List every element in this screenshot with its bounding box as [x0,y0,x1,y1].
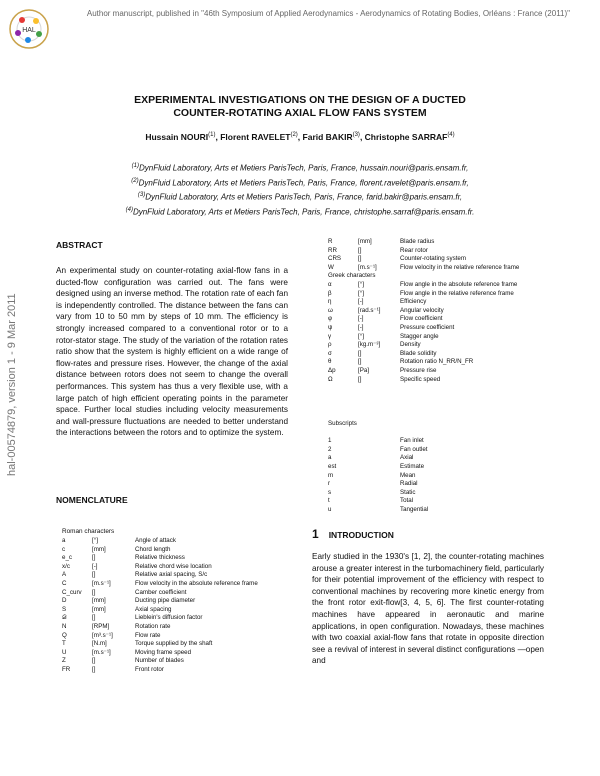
title-line-1: EXPERIMENTAL INVESTIGATIONS ON THE DESIGN OF A DUCTED [134,94,466,106]
spacer-cell [328,429,428,438]
nomenclature-symbol: W [328,263,334,271]
nomenclature-row [328,358,519,367]
nomenclature-unit: [] [92,614,96,622]
affiliation-line [60,189,540,204]
nomenclature-description: Number of blades [135,657,184,665]
nomenclature-unit: [°] [358,280,364,288]
nomenclature-symbol: 2 [328,445,332,453]
nomenclature-unit: [Pa] [358,366,370,374]
nomenclature-symbol: D [62,597,67,605]
nomenclature-row [62,623,258,632]
nomenclature-description: Axial [400,454,414,462]
nomenclature-symbol: m [328,471,334,479]
nomenclature-description: Angle of attack [135,537,176,544]
nomenclature-unit: [°] [358,289,364,297]
nomenclature-unit: [] [358,358,362,366]
nomenclature-unit: [] [92,571,96,579]
nomenclature-symbol: S [62,605,67,613]
nomenclature-unit: [m.s⁻¹] [92,579,111,587]
nomenclature-row [328,255,519,264]
nomenclature-row [62,563,258,572]
svg-text:HAL: HAL [22,27,36,34]
introduction-text: Early studied in the 1930's [1, 2], the counter-rotating machines arouse a greater interest in the turbomachinery field, particularly for their potential improvement of the efficiency with respect to conventional machines by recovering more kinetic energy from the front rotor exit-flow[3, 4, 5, 6]. The first counter-rotating machines have appeared in aeronautic and marine applications, in open configuration. Nowadays, these machines with two coaxial axial-flow fans that rotate in opposite direction see a revival of interest in several distinct configurations —open and [312,552,544,666]
nomenclature-description: Mean [400,471,416,479]
nomenclature-symbol: Q [62,631,67,639]
author-mark: (2) [290,132,298,139]
nomenclature-row [328,437,428,446]
nomenclature-description: Rotation ratio N_RR/N_FR [400,358,474,366]
hal-logo-icon [8,8,50,50]
nomenclature-heading: NOMENCLATURE [56,495,128,505]
nomenclature-description: Relative thickness [135,554,185,562]
nomenclature-unit: [mm] [358,238,372,245]
nomenclature-description: Angular velocity [400,306,444,314]
nomenclature-symbol: θ [328,358,332,366]
nomenclature-symbol: 1 [328,437,332,445]
nomenclature-row [328,341,519,350]
author-name: Farid BAKIR [302,132,353,142]
roman-characters-heading: Roman characters [62,528,115,535]
nomenclature-row [328,454,428,463]
nomenclature-symbol: N [62,622,67,630]
nomenclature-row [62,666,258,675]
nomenclature-description: Tangential [400,505,429,513]
section-title: INTRODUCTION [328,530,394,540]
nomenclature-row [328,324,519,333]
nomenclature-symbol: η [328,298,332,306]
affiliation-list [60,160,540,219]
nomenclature-unit: [-] [92,562,98,570]
nomenclature-symbol: Z [62,657,66,665]
nomenclature-symbol: ρ [328,341,332,349]
introduction-heading [312,527,394,541]
nomenclature-description: Camber coefficient [135,588,187,596]
nomenclature-description: Radial [400,480,418,488]
nomenclature-description: Estimate [400,462,425,470]
nomenclature-row [328,281,519,290]
nomenclature-description: Axial spacing [135,605,172,613]
nomenclature-row [328,264,519,273]
author-name: Hussain NOURI [145,132,209,142]
subscripts-table [328,420,428,515]
nomenclature-description: Rear rotor [400,246,428,254]
nomenclature-row [328,506,428,515]
nomenclature-symbol: T [62,640,66,648]
title-line-2: COUNTER-ROTATING AXIAL FLOW FANS SYSTEM [173,107,427,119]
nomenclature-symbol: CRS [328,255,342,263]
affiliation-line [60,204,540,219]
nomenclature-row [62,537,258,546]
spacer-row [328,429,428,438]
nomenclature-row [62,554,258,563]
nomenclature-symbol: s [328,488,332,496]
nomenclature-unit: [m.s⁻¹] [358,263,377,271]
nomenclature-symbol: a [328,454,332,462]
nomenclature-row [328,238,519,247]
nomenclature-description: Specific speed [400,375,441,383]
nomenclature-row [62,580,258,589]
nomenclature-symbol: C [62,579,67,587]
nomenclature-description: Fan outlet [400,445,428,453]
nomenclature-description: Flow angle in the relative reference frame [400,289,514,297]
nomenclature-symbol: β [328,289,332,297]
subscripts-heading: Subscripts [328,420,357,427]
nomenclature-unit: [°] [92,537,98,544]
affiliation-text: DynFluid Laboratory, Arts et Metiers ParisTech, Paris, France, farid.bakir@paris.ensam.fr, [145,192,463,202]
abstract-text: An experimental study on counter-rotating axial-flow fans in a ducted-flow configuration was carried out. The fans were designed using an inverse method. The rotation rate of each fan is independently controlled. The distance between the fans can vary from 10 to 50 mm by steps of 10 mm. The efficiency is strongly increased compared to a conventional rotor or to a rotor-stator stage. The study of the variation of the rotation rates ratio show that the system is highly efficient on a wide range of flow-rates and pressure rises. However, the change of the axial distance between rotors does not seem to change the overall performances. This system has thus a very flexible use, with a large patch of high efficient operating points in the parameter space. Further local studies including velocity measurements and wall-pressure fluctuations are needed to better understand the interactions between the rotors and to optimize the system. [56,266,288,438]
author-list: Hussain NOURI$^{(1)}$, Florent RAVELET$^{(2)}$, Farid BAKIR$^{(3)}$, Christophe SARRAF$^{(4)}$ [145,132,455,142]
nomenclature-description: Lieblein's diffusion factor [135,614,203,622]
nomenclature-description: Efficiency [400,298,427,306]
nomenclature-row [328,472,428,481]
nomenclature-symbol: Ω [328,375,333,383]
nomenclature-row [62,589,258,598]
affiliation-mark: (1) [131,163,140,169]
nomenclature-description: Stagger angle [400,332,439,340]
nomenclature-unit: [-] [358,315,364,323]
nomenclature-description: Relative axial spacing, S/c [135,571,208,579]
nomenclature-row [328,446,428,455]
nomenclature-unit: [-] [358,298,364,306]
abstract-heading: ABSTRACT [56,240,103,250]
nomenclature-symbol: c [62,545,66,553]
nomenclature-symbol: ω [328,306,333,314]
nomenclature-description: Blade radius [400,238,435,245]
affiliation-line [60,175,540,190]
nomenclature-group-row [328,420,428,429]
nomenclature-description: Rotation rate [135,622,171,630]
nomenclature-row [62,632,258,641]
nomenclature-row [328,315,519,324]
nomenclature-description: Pressure coefficient [400,323,455,331]
affiliation-text: DynFluid Laboratory, Arts et Metiers ParisTech, Paris, France, christophe.sarraf@paris.ensam.fr. [132,207,475,217]
nomenclature-symbol: r [328,480,331,488]
nomenclature-symbol: FR [62,665,71,673]
nomenclature-symbol: e_c [62,554,72,562]
affiliation-mark: (2) [131,177,139,184]
nomenclature-description: Counter-rotating system [400,255,467,263]
nomenclature-symbol: φ [328,315,333,323]
author-mark: (4) [447,132,455,139]
nomenclature-unit: [-] [358,323,364,331]
nomenclature-symbol: a [62,537,66,544]
nomenclature-symbol: ψ [328,323,333,331]
affiliation-text: DynFluid Laboratory, Arts et Metiers ParisTech, Paris, France, florent.ravelet@paris.ensam.fr, [138,178,469,188]
nomenclature-row [62,640,258,649]
nomenclature-symbol: est [328,462,337,470]
nomenclature-row [328,376,519,385]
nomenclature-unit: [N.m] [92,640,107,648]
nomenclature-row [328,290,519,299]
nomenclature-description: Flow velocity in the absolute reference frame [135,579,258,587]
author-name: Florent RAVELET [220,132,291,142]
nomenclature-unit: [] [92,665,96,673]
nomenclature-description: Torque supplied by the shaft [135,640,213,648]
nomenclature-symbol: RR [328,246,337,254]
nomenclature-symbol: R [328,238,333,245]
nomenclature-row [62,571,258,580]
affiliation-mark: (4) [125,206,133,213]
nomenclature-row [62,657,258,666]
author-mark: (1) [208,132,216,139]
nomenclature-symbol: α [328,280,332,288]
nomenclature-unit: [] [358,375,362,383]
nomenclature-description: Flow velocity in the relative reference frame [400,263,520,271]
nomenclature-row [328,350,519,359]
nomenclature-description: Blade solidity [400,349,437,357]
nomenclature-description: Ducting pipe diameter [135,597,196,605]
nomenclature-description: Moving frame speed [135,648,192,656]
nomenclature-row [62,614,258,623]
nomenclature-row [328,489,428,498]
nomenclature-description: Density [400,341,421,349]
nomenclature-unit: [mm] [92,545,106,553]
nomenclature-description: Chord length [135,545,171,553]
section-number: 1 [312,527,319,541]
nomenclature-unit: [m³.s⁻¹] [92,631,113,639]
nomenclature-description: Flow rate [135,631,161,639]
nomenclature-description: Static [400,488,416,496]
affiliation-mark: (3) [137,192,146,199]
nomenclature-row [328,463,428,472]
nomenclature-row [328,298,519,307]
greek-characters-heading: Greek characters [328,272,376,280]
nomenclature-row [62,546,258,555]
nomenclature-symbol: C_curv [62,588,82,596]
nomenclature-roman-table [62,537,258,675]
nomenclature-row [62,606,258,615]
nomenclature-row [62,597,258,606]
nomenclature-unit: [] [358,349,362,357]
nomenclature-symbol: σ [328,349,332,357]
nomenclature-unit: [] [358,246,362,254]
nomenclature-continued-table [328,238,519,384]
nomenclature-description: Relative chord wise location [135,562,212,570]
nomenclature-symbol: u [328,505,332,513]
author-name: Christophe SARRAF [364,132,448,142]
nomenclature-symbol: t [328,497,330,505]
nomenclature-row [328,307,519,316]
nomenclature-symbol: A [62,571,67,579]
nomenclature-unit: [] [92,554,96,562]
nomenclature-unit: [] [92,588,96,596]
affiliation-text: DynFluid Laboratory, Arts et Metiers ParisTech, Paris, France, hussain.nouri@paris.ensam.fr, [139,163,469,173]
nomenclature-unit: [mm] [92,597,106,605]
paper-title [60,94,540,120]
nomenclature-description: Total [400,497,414,505]
nomenclature-group-row [328,272,519,281]
nomenclature-unit: [°] [358,332,364,340]
nomenclature-row [328,333,519,342]
nomenclature-unit: [kg.m⁻³] [358,341,381,349]
nomenclature-row [328,367,519,376]
nomenclature-description: Front rotor [135,665,164,673]
nomenclature-description: Flow coefficient [400,315,443,323]
nomenclature-row [62,649,258,658]
nomenclature-row [328,247,519,256]
nomenclature-description: Flow angle in the absolute reference frame [400,280,518,288]
nomenclature-description: Fan inlet [400,437,424,445]
nomenclature-symbol: γ [328,332,332,340]
nomenclature-unit: [] [358,255,362,263]
hal-version-stamp: hal-00574879, version 1 - 9 Mar 2011 [6,293,18,476]
nomenclature-unit: [mm] [92,605,106,613]
hal-publication-note: Author manuscript, published in "46th Symposium of Applied Aerodynamics - Aerodynamics of Rotating Bodies, Orléans : France (2011)" [86,9,570,18]
nomenclature-unit: [RPM] [92,622,110,630]
nomenclature-row [328,480,428,489]
nomenclature-unit: [m.s⁻¹] [92,648,111,656]
nomenclature-symbol: Δp [328,366,336,374]
nomenclature-symbol: x/c [62,562,70,570]
nomenclature-description: Pressure rise [400,366,437,374]
author-mark: (3) [352,132,360,139]
nomenclature-unit: [rad.s⁻¹] [358,306,381,314]
nomenclature-unit: [] [92,657,96,665]
affiliation-line [60,160,540,175]
nomenclature-symbol: U [62,648,67,656]
nomenclature-symbol: 𝒟 [62,614,67,622]
nomenclature-row [328,497,428,506]
